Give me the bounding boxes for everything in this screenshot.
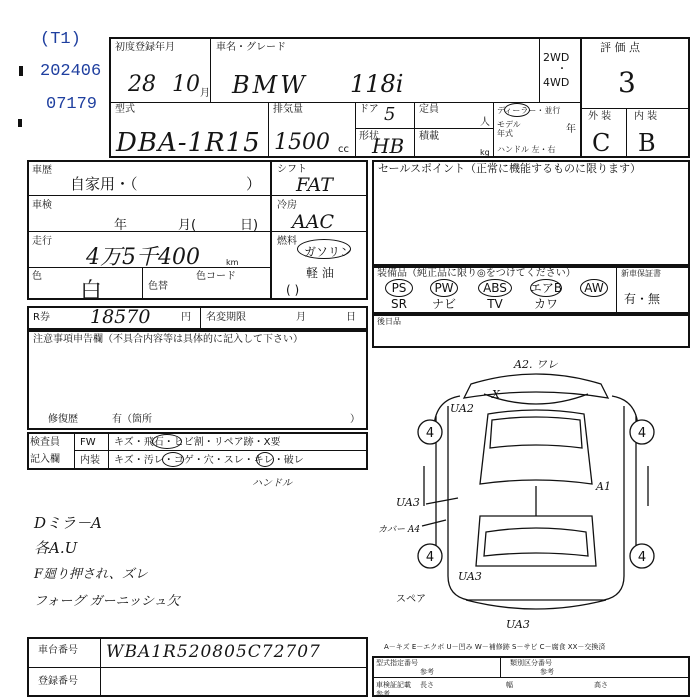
rear-items-box: [372, 314, 690, 348]
divider: [142, 267, 143, 300]
chassis-label: 車台番号: [38, 645, 78, 656]
usage-value: 自家用・（: [70, 175, 138, 193]
reg-year-label: 初度登録年月: [115, 42, 175, 53]
warranty-label: 新車保証書: [621, 269, 661, 278]
class-label: 類別区分番号: [510, 659, 552, 667]
divider: [210, 37, 211, 103]
color-code-label: 色コード: [196, 271, 236, 282]
recycle-yen: 円: [181, 312, 191, 323]
grade-value: 118i: [350, 70, 404, 98]
divider: [355, 128, 493, 129]
fuel-alt: 軽 油: [306, 266, 334, 280]
shift-label: シフト: [277, 164, 307, 175]
notes-box: [27, 330, 368, 430]
diagram-top-note: A2. ワレ: [514, 358, 558, 371]
type-spec-label: 型式指定番号: [376, 659, 418, 667]
chip-circle: [152, 434, 182, 449]
dirt-circle: [162, 452, 184, 467]
mileage-label: 走行: [32, 236, 52, 247]
dealer-circle: [504, 103, 530, 117]
divider: [414, 102, 415, 158]
divider: [626, 108, 627, 158]
equip-abs-circle: [478, 279, 512, 297]
handle-label: ハンドル 左・右: [497, 145, 556, 154]
divider: [539, 37, 540, 103]
car-name-label: 車名・グレード: [216, 42, 286, 53]
divider: [580, 37, 582, 158]
equip-airbag-circle: [530, 279, 562, 297]
equip-tv: TV: [487, 297, 503, 311]
fw-label: FW: [80, 437, 96, 448]
warranty-options: 有・無: [624, 292, 661, 306]
ac-value: AAC: [292, 211, 334, 233]
color-value: 白: [80, 279, 103, 304]
rear-items-label: 後日品: [377, 317, 401, 326]
plate-label: 登録番号: [38, 676, 78, 687]
month-unit: 月: [200, 88, 210, 99]
name-limit-month: 月: [296, 312, 306, 323]
score-label: 評 価 点: [600, 41, 640, 54]
mileage-value: 4万5千400: [86, 245, 200, 270]
equip-ps-circle: [385, 279, 413, 297]
tire-tread-rr: 4: [637, 550, 647, 565]
divider: [27, 667, 368, 668]
fuel-paren: ( ): [286, 283, 300, 297]
km-unit: km: [226, 258, 239, 267]
equip-abs: ABS: [483, 281, 507, 295]
equip-leather: カワ: [533, 297, 558, 311]
exterior-label: 外 装: [588, 111, 612, 122]
equip-pw-circle: [430, 279, 458, 297]
divider: [27, 231, 272, 232]
interior-items: キズ・汚レ・コゲ・穴・スレ・キレ・破レ: [114, 455, 304, 466]
handwritten-note: フォーグ ガーニッシュ欠: [34, 594, 180, 609]
inspection-month: 月(: [178, 218, 197, 233]
cc-unit: cc: [338, 144, 349, 155]
equip-navi: ナビ: [431, 297, 456, 311]
repair-label: 修復歴: [48, 414, 78, 425]
diagram-label-x: X: [492, 388, 500, 401]
usage-close: ）: [246, 175, 262, 193]
stamp-tag: (T1): [40, 30, 81, 49]
divider: [74, 432, 75, 470]
equip-ps: PS: [391, 281, 407, 295]
divider: [270, 160, 272, 300]
car-diagram: [378, 356, 690, 631]
usage-label: 車歴: [32, 165, 52, 176]
model-label: 型式: [115, 104, 135, 115]
interior-insp-label: 内装: [80, 455, 100, 466]
class-ref: 参考: [540, 668, 554, 676]
handwritten-note: 各A.U: [34, 539, 78, 557]
margin-mark: [19, 66, 23, 76]
dealer-label: ディーラー・並行: [497, 106, 561, 115]
handwritten-note: F廻り押され、ズレ: [34, 567, 148, 582]
shape-label: 形状: [359, 131, 379, 142]
name-limit-day: 日: [346, 312, 356, 323]
4wd-label: 4WD: [543, 76, 570, 89]
equip-aw: AW: [584, 281, 604, 295]
chassis-value: WBA1R520805C72707: [106, 642, 321, 662]
kg-unit: kg: [480, 148, 490, 157]
score-value: 3: [618, 66, 636, 99]
name-limit-label: 名変期限: [206, 312, 246, 323]
height-label: 高さ: [594, 681, 608, 689]
fuel-circle: [297, 239, 351, 259]
divider: [100, 637, 101, 697]
divider: [580, 108, 690, 109]
diagram-label-cover-a4: カバー A4: [378, 525, 421, 535]
divider: [493, 102, 494, 158]
divider: [74, 450, 368, 451]
divider: [108, 432, 109, 470]
shape-value: HB: [372, 134, 405, 158]
diagram-label-ua3-bottom: UA3: [506, 618, 530, 631]
fw-items: キズ・飛石・ヒビ割・リペア跡・X要: [114, 437, 281, 448]
inspector-label: 検査員: [30, 437, 60, 448]
equip-aw-circle: [580, 279, 608, 297]
shift-value: FAT: [296, 174, 333, 196]
sales-box: [372, 160, 690, 266]
color-label: 色: [32, 271, 42, 282]
divider: [616, 266, 617, 314]
interior-value: B: [638, 129, 656, 157]
fuel-label: 燃料: [277, 236, 297, 247]
divider: [200, 306, 201, 330]
model-year-label: モデル年式: [497, 120, 521, 138]
scuff-circle: [256, 452, 274, 467]
tire-tread-rl: 4: [425, 550, 435, 565]
interior-label: 内 装: [634, 111, 658, 122]
diagram-label-ua3-rear: UA3: [458, 570, 482, 583]
stamp-code-2: 07179: [46, 95, 98, 114]
handwritten-note: Dミラ－A: [34, 514, 102, 532]
person-unit: 人: [480, 117, 490, 128]
spare-label: スペア: [396, 594, 426, 605]
repair-close: ）: [350, 414, 360, 425]
equipment-title: 装備品（純正品に限り◎をつけてください）: [377, 268, 576, 279]
divider: [268, 102, 269, 158]
recycle-value: 18570: [90, 306, 151, 328]
equip-sr: SR: [391, 297, 407, 311]
displacement-value: 1500: [274, 130, 330, 155]
divider: [27, 195, 272, 196]
tire-tread-fl: 4: [425, 426, 435, 441]
model-value: DBA-1R15: [116, 128, 261, 158]
diagram-legend: A－キズ E－エクボ U－凹み W－補修跡 S－サビ C－腐食 XX－交換済: [384, 643, 606, 651]
exterior-value: C: [592, 129, 611, 157]
type-spec-ref: 参考: [420, 668, 434, 676]
fuel-value: ガソリン: [304, 245, 353, 259]
diagram-label-ua3-left: UA3: [396, 496, 420, 509]
mid-dot: ・: [557, 64, 567, 75]
load-label: 積載: [419, 131, 439, 142]
divider: [372, 677, 690, 678]
entry-label: 記入欄: [30, 454, 60, 465]
displacement-label: 排気量: [273, 104, 303, 115]
width-label: 幅: [506, 681, 513, 689]
inspection-year: 年: [114, 218, 128, 233]
month-value: 10: [172, 72, 200, 97]
equip-airbag: エアB: [529, 281, 563, 295]
door-label: ドア: [359, 104, 379, 115]
divider: [355, 102, 356, 158]
year-value: 28: [128, 72, 156, 97]
tire-tread-fr: 4: [637, 426, 647, 441]
sales-title: セールスポイント（正常に機能するものに限ります）: [378, 162, 642, 175]
notes-title: 注意事項申告欄（不具合内容等は具体的に記入して下さい）: [33, 334, 303, 345]
diagram-label-a1: A1: [596, 480, 611, 493]
vehicle-cert-label: 車検証記載: [376, 681, 411, 689]
repair-value: 有（箇所: [112, 414, 152, 425]
recycle-box: [27, 306, 368, 330]
margin-mark: [18, 119, 22, 127]
length-label: 長さ: [420, 681, 434, 689]
handle-note: ハンドル: [252, 478, 292, 489]
stamp-code-1: 202406: [40, 62, 102, 81]
2wd-label: 2WD: [543, 51, 570, 64]
ac-label: 冷房: [277, 200, 297, 211]
make-value: BMW: [232, 71, 308, 99]
equip-pw: PW: [434, 281, 454, 295]
divider: [500, 656, 501, 678]
inspection-label: 車検: [32, 200, 52, 211]
inspection-day: 日): [240, 218, 259, 233]
door-value: 5: [384, 104, 396, 125]
capacity-label: 定員: [419, 104, 439, 115]
year-unit: 年: [566, 124, 576, 135]
recycle-label: R券: [33, 312, 50, 323]
footer-ref: 参考: [376, 690, 390, 698]
color-change-label: 色替: [148, 281, 168, 292]
divider: [190, 267, 272, 268]
diagram-label-ua2: UA2: [450, 402, 474, 415]
